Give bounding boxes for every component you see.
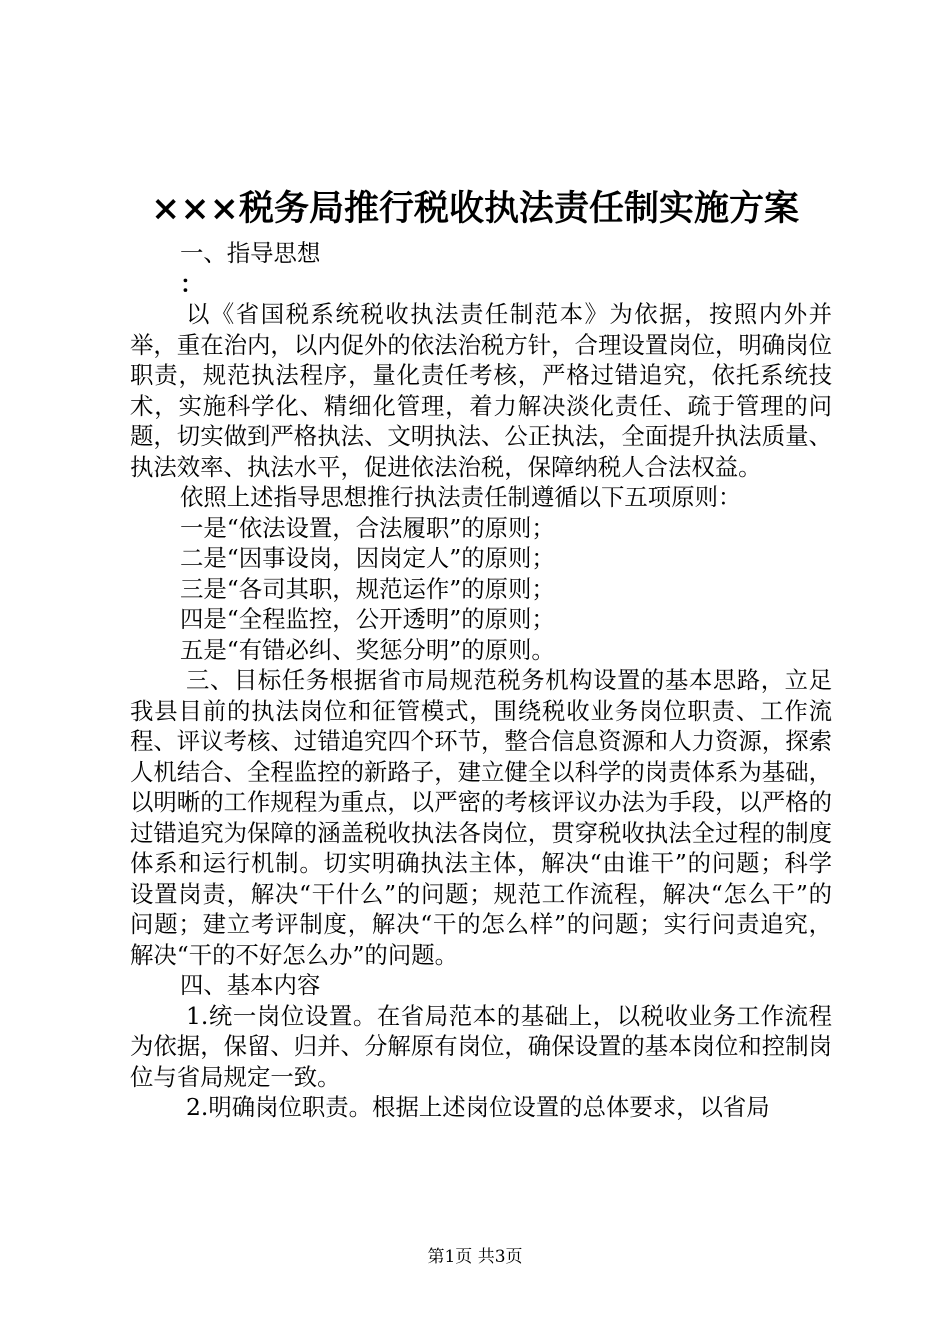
section-heading-basic-content: 四、基本内容 xyxy=(180,971,321,999)
paragraph-guiding-ideology: 以《省国税系统税收执法责任制范本》为依据，按照内外并举，重在治内，以内促外的依法治税方针，合理设置岗位，明确岗位职责，规范执法程序，量化责任考核，严格过错追究，依托系统技术，实施科学化、精细化管理，着力解决淡化责任、疏于管理的问题，切实做到严格执法、文明执法、公正执法，全面提升执法质量、执法效率、执法水平，促进依法治税，保障纳税人合法权益。 xyxy=(130,300,832,481)
principle-item-2: 二是“因事设岗，因岗定人”的原则； xyxy=(180,544,555,572)
principle-item-3: 三是“各司其职，规范运作”的原则； xyxy=(180,574,555,603)
principle-item-4: 四是“全程监控，公开透明”的原则； xyxy=(180,605,555,633)
paragraph-item-2: 2.明确岗位职责。根据上述岗位设置的总体要求，以省局 xyxy=(186,1093,770,1121)
document-title: ×××税务局推行税收执法责任制实施方案 xyxy=(151,188,799,229)
section-heading-guiding-ideology: 一、指导思想 xyxy=(180,239,321,267)
paragraph-principles-intro: 依照上述指导思想推行执法责任制遵循以下五项原则： xyxy=(180,483,742,511)
principle-item-5: 五是“有错必纠、奖惩分明”的原则。 xyxy=(180,635,555,664)
stray-colon: ： xyxy=(180,269,204,298)
principle-item-1: 一是“依法设置，合法履职”的原则； xyxy=(180,513,555,542)
paragraph-item-1: 1.统一岗位设置。在省局范本的基础上，以税收业务工作流程为依据，保留、归并、分解原有岗位，确保设置的基本岗位和控制岗位与省局规定一致。 xyxy=(130,1001,832,1091)
page-number: 第1页 共3页 xyxy=(427,1247,523,1267)
document-body xyxy=(130,238,832,1123)
paragraph-objectives: 三、目标任务根据省市局规范税务机构设置的基本思路，立足我县目前的执法岗位和征管模式，围绕税收业务岗位职责、工作流程、评议考核、过错追究四个环节，整合信息资源和人力资源，探索人机结合、全程监控的新路子，建立健全以科学的岗责体系为基础，以明晰的工作规程为重点，以严密的考核评议办法为手段，以严格的过错追究为保障的涵盖税收执法各岗位，贯穿税收执法全过程的制度体系和运行机制。切实明确执法主体，解决“由谁干”的问题；科学设置岗责，解决“干什么”的问题；规范工作流程，解决“怎么干”的问题；建立考评制度，解决“干的怎么样”的问题；实行问责追究，解决“干的不好怎么办”的问题。 xyxy=(130,666,832,969)
